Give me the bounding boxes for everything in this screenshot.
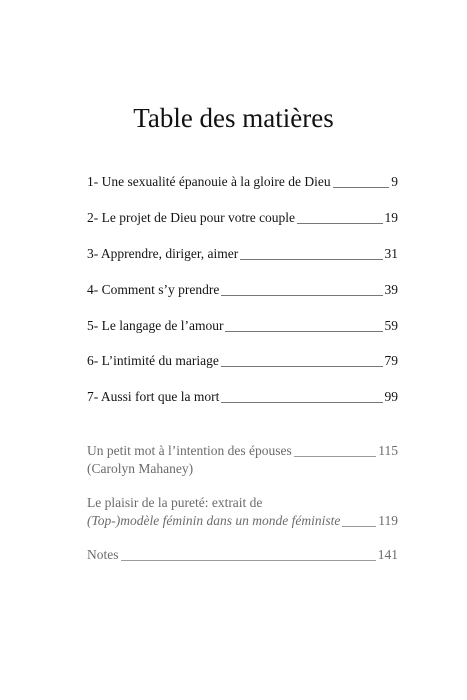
- toc-entry-title: 3- Apprendre, diriger, aimer: [87, 246, 239, 261]
- toc-entry-page: 119: [378, 513, 398, 528]
- toc-entry-title: 7- Aussi fort que la mort: [87, 389, 220, 404]
- toc-entry-subtitle: (Carolyn Mahaney): [87, 461, 194, 476]
- toc-appendix-3: [87, 546, 398, 564]
- toc-entry-title: 1- Une sexualité épanouie à la gloire de Dieu: [87, 174, 331, 189]
- dot-leader: [240, 259, 382, 260]
- toc-entry-title: Le plaisir de la pureté: extrait de: [87, 495, 263, 510]
- toc-entry-page: 59: [384, 318, 398, 333]
- dot-leader: [221, 295, 382, 296]
- toc-entry-title: 5- Le langage de l’amour: [87, 318, 224, 333]
- toc-appendix-2: [87, 494, 398, 530]
- toc-entry-3: [87, 245, 398, 263]
- toc-entry-1: [87, 173, 398, 191]
- toc-entry-title: Un petit mot à l’intention des épouses: [87, 443, 292, 458]
- dot-leader: [333, 187, 390, 188]
- toc-entry-7: [87, 388, 398, 406]
- toc-entry-5: [87, 317, 398, 335]
- dot-leader: [294, 456, 377, 457]
- toc-entry-2: [87, 209, 398, 227]
- toc-entry-page: 19: [384, 210, 398, 225]
- toc-entry-page: 99: [384, 389, 398, 404]
- page-title: Table des matières: [133, 103, 334, 133]
- toc-entry-title: 2- Le projet de Dieu pour votre couple: [87, 210, 296, 225]
- toc-entry-title: 4- Comment s’y prendre: [87, 282, 220, 297]
- toc-entry-page: 9: [391, 174, 398, 189]
- toc-entry-page: 39: [384, 282, 398, 297]
- dot-leader: [342, 526, 376, 527]
- dot-leader: [297, 223, 382, 224]
- toc-entry-page: 115: [378, 443, 398, 458]
- dot-leader: [221, 402, 382, 403]
- toc-entry-title: Notes: [87, 547, 119, 562]
- toc-entry-page: 31: [384, 246, 398, 261]
- toc-entry-title: 6- L’intimité du mariage: [87, 353, 219, 368]
- toc-entry-page: 79: [384, 353, 398, 368]
- dot-leader: [121, 560, 376, 561]
- toc-entry-4: [87, 281, 398, 299]
- toc-entry-subtitle: (Top-)modèle féminin dans un monde féministe: [87, 513, 341, 528]
- toc-appendix-1: [87, 442, 398, 478]
- dot-leader: [225, 331, 382, 332]
- toc-entry-6: [87, 352, 398, 370]
- dot-leader: [221, 366, 383, 367]
- toc-entry-page: 141: [377, 547, 398, 562]
